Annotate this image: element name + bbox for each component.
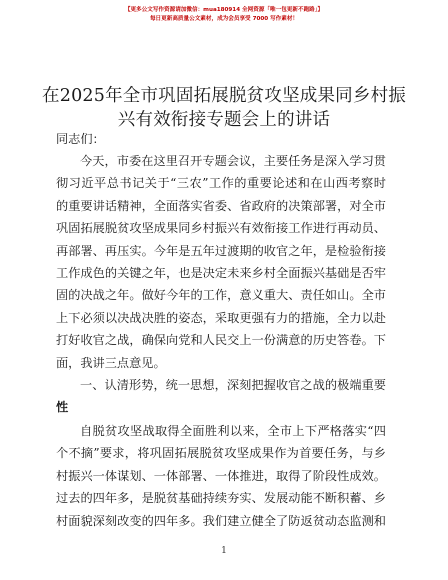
paragraph-line: 村振兴一体谋划、一体部署、一体推进，取得了阶段性成效。 bbox=[56, 468, 386, 483]
paragraph-line: 彻习近平总书记关于“三农”工作的重要论述和在山西考察时 bbox=[56, 176, 386, 191]
salutation bbox=[56, 128, 386, 150]
title-line-1: 在2025年全市巩固拓展脱贫攻坚成果同乡村振 bbox=[42, 86, 406, 106]
paragraph-line: 村面貌深刻改变的四年多。我们建立健全了防返贫动态监测和 bbox=[56, 513, 386, 528]
paragraph-1 bbox=[56, 150, 386, 374]
promo-line-2: 每日更新高质量公文素材，成为会员享受 7000 写作素材！ bbox=[149, 16, 299, 22]
paragraph-line: 固的决战之年。做好今年的工作，意义重大、责任如山。全市 bbox=[56, 288, 386, 303]
paragraph-line: 个不摘”要求，将巩固拓展脱贫攻坚成果作为首要任务，与乡 bbox=[56, 446, 386, 461]
page-number: 1 bbox=[221, 546, 227, 556]
promo-banner bbox=[0, 6, 448, 24]
promo-line-1: 【更多公文写作资源请加微信：mua180914 全网资源「唯一包更新不跑路」】 bbox=[124, 7, 324, 13]
paragraph-line: 面，我讲三点意见。 bbox=[56, 355, 166, 370]
paragraph-line: 今天，市委在这里召开专题会议，主要任务是深入学习贯 bbox=[80, 154, 386, 168]
paragraph-line: 上下必须以决战决胜的姿态，采取更强有力的措施，全力以赴 bbox=[56, 310, 386, 325]
paragraph-line: 再部署、再压实。今年是五年过渡期的收官之年，是检验衔接 bbox=[56, 243, 386, 258]
heading-line: 性 bbox=[56, 400, 69, 415]
heading-line: 一、认清形势，统一思想，深刻把握收官之战的极端重要 bbox=[80, 378, 386, 392]
paragraph-2 bbox=[56, 420, 386, 532]
title-line-2: 兴有效衔接专题会上的讲话 bbox=[117, 110, 331, 130]
salutation-text: 同志们： bbox=[56, 132, 105, 146]
paragraph-line: 的重要讲话精神，全面落实省委、省政府的决策部署，对全市 bbox=[56, 198, 386, 213]
document-title bbox=[40, 84, 408, 132]
paragraph-line: 打好收官之战，确保向党和人民交上一份满意的历史答卷。下 bbox=[56, 333, 386, 348]
paragraph-line: 自脱贫攻坚战取得全面胜利以来，全市上下严格落实“四 bbox=[80, 424, 386, 438]
section-heading-1 bbox=[56, 374, 386, 419]
paragraph-line: 巩固拓展脱贫攻坚成果同乡村振兴有效衔接工作进行再动员、 bbox=[56, 221, 386, 236]
paragraph-line: 工作成色的关键之年，也是决定未来乡村全面振兴基础是否牢 bbox=[56, 266, 386, 281]
paragraph-line: 过去的四年多，是脱贫基础持续夯实、发展动能不断积蓄、乡 bbox=[56, 491, 386, 506]
